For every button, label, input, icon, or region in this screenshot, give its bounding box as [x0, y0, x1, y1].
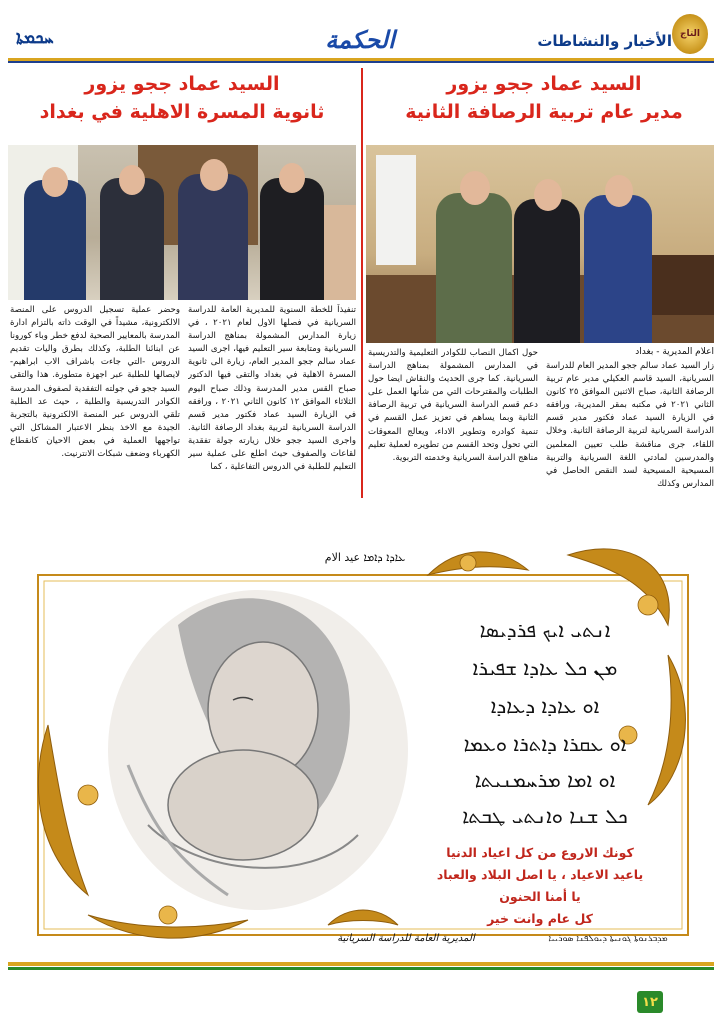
photo-air-conditioner	[376, 155, 416, 265]
mother-child-sketch	[108, 590, 408, 910]
person-5-head	[460, 171, 490, 205]
header-divider-blue	[8, 61, 714, 63]
person-5	[436, 193, 512, 343]
photo-caption: اعلام المديرية - بغداد	[635, 347, 714, 357]
left-article-headline: السيد عماد ججو يزور ثانوية المسرة الاهلية في بغداد	[39, 73, 325, 123]
magazine-logo: التاج	[672, 14, 708, 54]
column-divider	[361, 68, 363, 498]
person-6	[514, 199, 580, 343]
person-6-head	[534, 179, 562, 211]
section-title: الأخبار والنشاطات	[537, 32, 672, 50]
person-4-head	[279, 163, 305, 193]
person-1-head	[42, 167, 68, 197]
person-7-head	[605, 175, 633, 207]
masthead: الحكمة	[325, 26, 395, 54]
poem-arabic-line-2: ياعيد الاعياد ، يا اصل البلاد والعباد	[436, 867, 644, 882]
ornament-flower-5	[460, 555, 476, 571]
right-article-col-right: زار السيد عماد سالم ججو المدير العام للدراسة السريانية، السيد قاسم العكيلي مدير عام تربية الرصافة الثانية، صباح الاثنين الموافق ٢٥ كانون الثاني ٢٠٢١ في مكتبه بمقر المديرية، ورافقه في الزيارة السيد عماد فكتور مدير قسم الدراسة السريانية لتربية الرصافة الثانية. وخلال اللقاء، جرى مناقشة طلب تعيين المعلمين والمدرسين لمادتي اللغة السريانية والتربية المسيحية المسيحية لسد النقص الحاصل في المدارس وكذلك	[546, 361, 714, 489]
ornament-scroll-top	[428, 552, 528, 575]
poem-syriac-line-3: ܐܘ ܥܐܕܐ ܕܥܐܕܐ	[490, 694, 600, 718]
footer-strip-gold	[8, 962, 714, 966]
person-2	[100, 178, 164, 300]
footer-strip-green	[8, 967, 714, 970]
poem-syriac-line-2: ܡܢ ܟܠ ܥܐܕܐ ܫܦܝܪܐ	[472, 656, 618, 680]
left-article-col-left: وحضر عملية تسجيل الدروس على المنصة الالكترونية، مشيداً في الوقت ذاته بالتزام ادارة المدرسة بالمعايير الصحية لدفع خطر وباء كورونا عن ابنائنا الطلبة، وكذلك بطرق واليات تقديم الدروس -التي جاءت باشراف الاب ابراهيم- لايصالها للطلبة عبر اجهزة متطورة. هذا والتقى السيد ججو في جولته التفقدية لصفوف المدرسة الكوادر التدريسية والطلبة ، حيث عد الطلبة تلقي الدروس عبر المنصة الالكترونية بالتجربة الجيدة مع الاخذ بنظر الاعتبار المشاكل التي تواجهها العملية في بعض الاحيان كانقطاع الكهرباء وضعف شبكات الانترنيت.	[10, 305, 180, 460]
poem-syriac-line-6: ܟܠ ܫܢܐ ܘܐܢܬܝ ܛܒܬܐ	[462, 804, 628, 828]
ornament-flower-1	[638, 595, 658, 615]
person-1	[24, 180, 86, 300]
person-4	[260, 178, 324, 300]
office-visit-photo	[366, 145, 714, 343]
person-7	[584, 195, 652, 343]
ornament-flower-4	[159, 906, 177, 924]
left-article-col-right: تنفيذاً للخطة السنوية للمديرية العامة للدراسة السريانية في فصلها الاول لعام ٢٠٢١ ، في زيارة المدارس المشمولة بمناهج الدراسة السريانية ومتابعة سير التعليم فيها، اجرى السيد عماد سالم ججو المدير العام، زيارة الى ثانوية المسرة الاهلية في بغداد والتقى فيها الدكتور صباح القس مدير المدرسة وذلك صباح اليوم الثلاثاء الموافق ١٢ كانون الثاني ٢٠٢١ ، ورافقه في الزيارة السيد عماد فكتور مدير قسم الدراسة السريانية لتربية بغداد الرصافة الثانية. واجرى السيد ججو خلال زيارته جولة تفقدية لقاعات والصفوف حيث اطلع على عملية سير التعليم للطلبة في الدروس التفاعلية ، كما	[188, 305, 356, 473]
right-article-col-left: حول اكمال النصاب للكوادر التعليمية والتدريسية في المدارس المشمولة بمناهج الدراسة السريانية. كما جرى الحديث والنقاش ايضا حول الطلبات والمقترحات التي من شأنها العمل على دعم قسم الدراسة السريانية في تربية الرصافة الثانية وبما يساهم في تعزيز عمل القسم في تنمية كوادره وتطوير الاداء، ويعالج المعوقات التي تحول وتحد القسم من تطويره لعملية تعليم مناهج الدراسة السريانية وخدمته التربوية.	[368, 348, 538, 463]
poem-arabic-line-4: كل عام وانت خير	[487, 911, 593, 926]
poem-syriac-line-4: ܐܘ ܥܩܪܐ ܕܐܬܪܐ ܘܥܡܐ	[463, 732, 627, 756]
ornament-scroll-bottom	[328, 910, 398, 925]
page-number: ١٢	[637, 991, 663, 1013]
poem-footer-syriac: ܡܕܒܪܢܘܬܐ ܓܘܢܝܬܐ ܕܝܘܠܦܢܐ ܣܘܪܝܝܐ	[548, 934, 668, 944]
school-visit-photo	[8, 145, 356, 300]
person-3	[178, 174, 248, 300]
person-3-head	[200, 159, 228, 191]
poem-arabic-line-1: كونك الاروع من كل اعياد الدنيا	[446, 845, 634, 860]
poem-syriac-line-1: ܐܢܬܝ ܐܝܟ ܦܪܕܝܣܐ	[479, 618, 611, 642]
poem-syriac-line-5: ܐܘ ܐܡܐ ܡܪܚܡܢܝܬܐ	[474, 768, 616, 792]
poem-footer-arabic: المديرية العامة للدراسة السريانية	[337, 933, 475, 944]
right-article-headline: السيد عماد ججو يزور مدير عام تربية الرصافة الثانية	[405, 73, 683, 123]
ornament-scroll-left	[38, 725, 88, 895]
poem-title: ܥܐܕܐ ܕܐܡܐ عيد الام	[324, 551, 406, 564]
ornament-scroll-top-right	[568, 549, 669, 625]
syriac-masthead: ܚܟܡܬܐ	[16, 28, 54, 48]
poem-arabic-line-3: يا أمنا الحنون	[499, 889, 581, 904]
person-2-head	[119, 165, 145, 195]
ornament-flower-3	[78, 785, 98, 805]
